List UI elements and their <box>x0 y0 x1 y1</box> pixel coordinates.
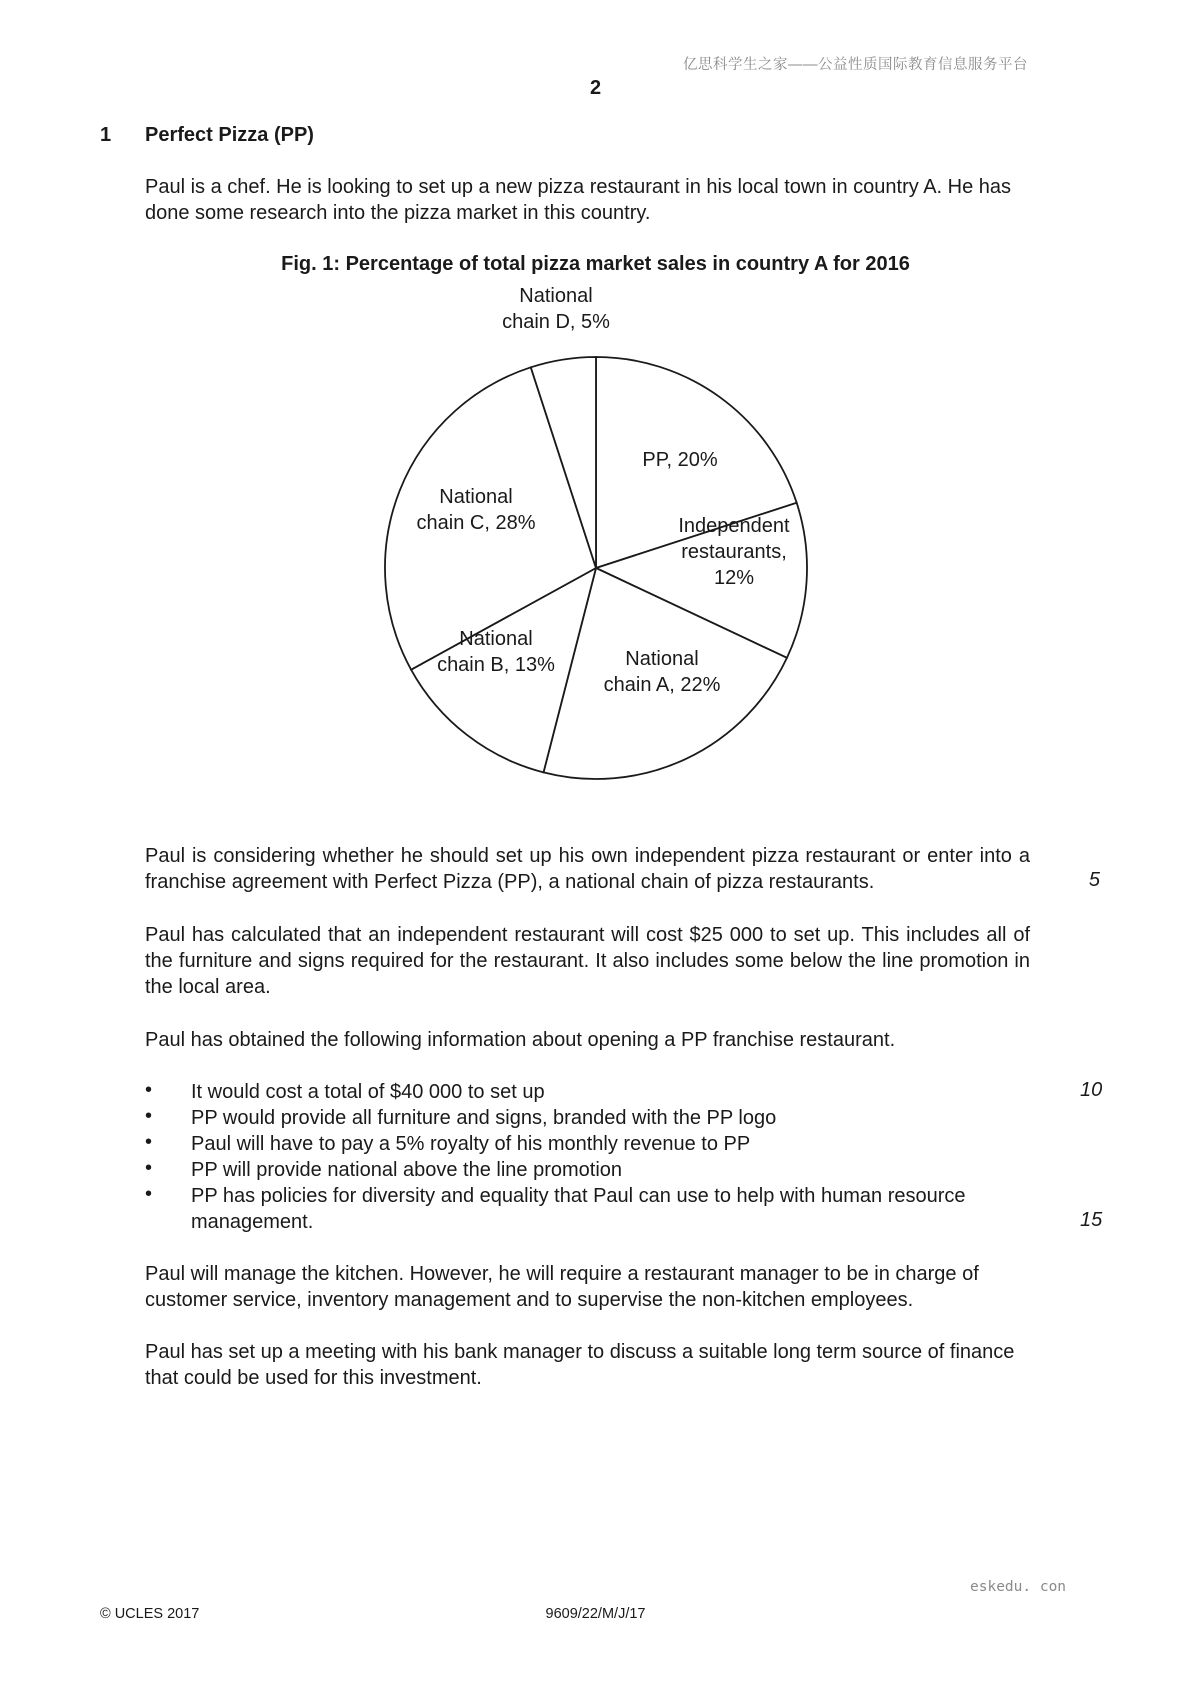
bullet-5-marker: • <box>145 1183 153 1205</box>
line-number-15: 15 <box>1080 1209 1103 1231</box>
bullet-4-marker: • <box>145 1157 153 1179</box>
bullet-1: It would cost a total of $40 000 to set up <box>191 1081 545 1103</box>
watermark-footer: eskedu. con <box>970 1579 1067 1595</box>
paragraph-3: Paul has obtained the following information about opening a PP franchise restaurant. <box>145 1029 896 1051</box>
bullet-5: PP has policies for diversity and equality that Paul can use to help with human resource management. <box>191 1185 966 1233</box>
bullet-1-marker: • <box>145 1079 153 1101</box>
watermark-header: 亿思科学生之家——公益性质国际教育信息服务平台 <box>683 57 1028 73</box>
slice-label-national-chain-d: National chain D, 5% <box>502 285 610 333</box>
page-number: 2 <box>589 77 602 99</box>
line-number-10: 10 <box>1080 1079 1103 1101</box>
slice-label-national-chain-b: National chain B, 13% <box>437 628 555 676</box>
slice-label-independent-restaurants: Independent restaurants, 12% <box>678 515 790 589</box>
line-number-5: 5 <box>1088 869 1100 891</box>
paragraph-4: Paul will manage the kitchen. However, he will require a restaurant manager to be in charge of customer service, inventory management and to supervise the non-kitchen employees. <box>145 1263 979 1311</box>
copyright: © UCLES 2017 <box>100 1606 200 1622</box>
pie-chart <box>0 0 1191 820</box>
intro-paragraph: Paul is a chef. He is looking to set up a new pizza restaurant in his local town in country A. He has done some research into the pizza market in this country. <box>145 176 1012 224</box>
bullet-3-marker: • <box>145 1131 153 1153</box>
bullet-2-marker: • <box>145 1105 153 1127</box>
paragraph-5: Paul has set up a meeting with his bank manager to discuss a suitable long term source of finance that could be used for this investment. <box>145 1341 1015 1389</box>
bullet-3: Paul will have to pay a 5% royalty of his monthly revenue to PP <box>191 1133 751 1155</box>
question-title: Perfect Pizza (PP) <box>145 124 314 146</box>
bullet-2: PP would provide all furniture and signs, branded with the PP logo <box>191 1107 777 1129</box>
paragraph-1: Paul is considering whether he should set up his own independent pizza restaurant or enter into a franchise agreement with Perfect Pizza (PP), a national chain of pizza restaurants. <box>145 845 1030 893</box>
question-number: 1 <box>100 124 112 146</box>
paper-code: 9609/22/M/J/17 <box>545 1606 646 1622</box>
figure-title: Fig. 1: Percentage of total pizza market sales in country A for 2016 <box>281 253 910 275</box>
slice-label-pp: PP, 20% <box>642 449 718 471</box>
slice-label-national-chain-c: National chain C, 28% <box>416 486 536 534</box>
paragraph-2: Paul has calculated that an independent restaurant will cost $25 000 to set up. This includes all of the furniture and signs required for the restaurant. It also includes some below the line promotion in the local area. <box>145 924 1030 998</box>
slice-label-national-chain-a: National chain A, 22% <box>603 648 721 696</box>
bullet-4: PP will provide national above the line promotion <box>191 1159 623 1181</box>
